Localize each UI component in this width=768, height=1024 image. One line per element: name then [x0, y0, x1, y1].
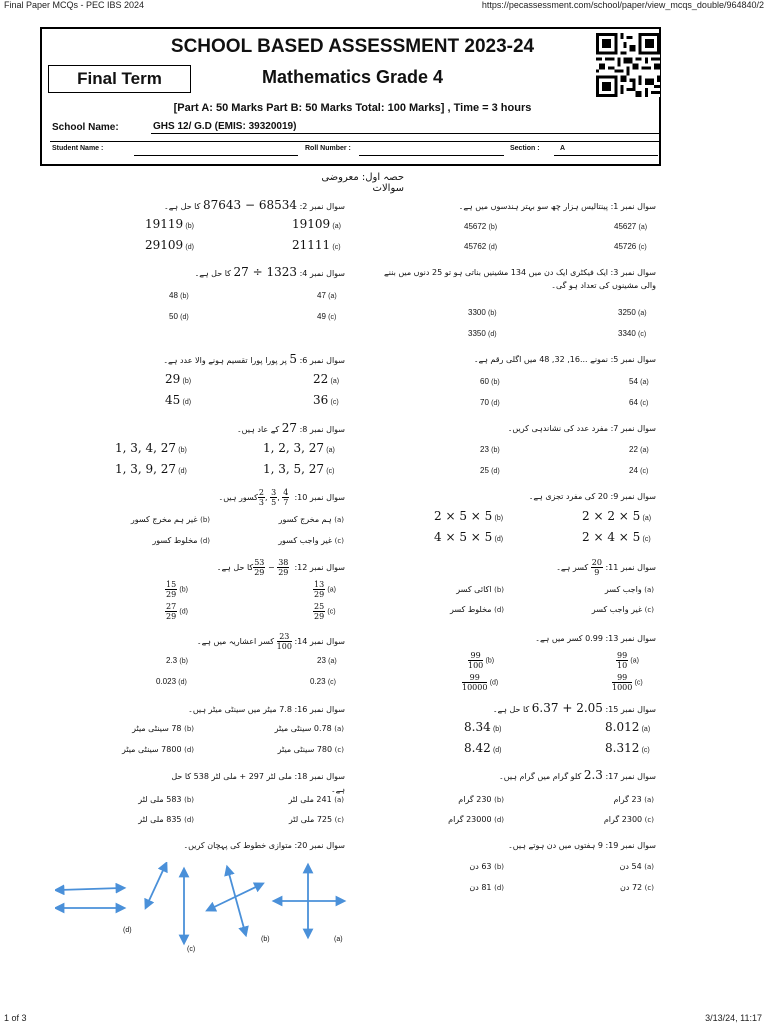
- q10-option-b[interactable]: (b) غیر ہم مخرج کسور: [130, 515, 210, 524]
- question-20: سوال نمبر 20: متوازی خطوط کی پہچان کریں۔: [183, 841, 345, 850]
- q2-option-b[interactable]: 19119 (b): [145, 217, 194, 231]
- student-name-label: Student Name :: [52, 145, 104, 152]
- q9-option-b[interactable]: 2 × 5 × 5 (b): [434, 509, 504, 523]
- q8-option-a[interactable]: 1, 2, 3, 27 (a): [263, 441, 335, 455]
- q5-option-c[interactable]: 64 (c): [629, 398, 649, 407]
- q15-option-c[interactable]: 8.312 (c): [605, 741, 650, 755]
- q7-option-a[interactable]: 22 (a): [629, 445, 649, 454]
- q19-option-b[interactable]: (b) 63 دن: [469, 862, 504, 871]
- q13-option-d[interactable]: $\frac{99}{10000}$ (d): [462, 673, 499, 692]
- print-header-url: https://pecassessment.com/school/paper/view_mcqs_double/964840/2: [481, 0, 764, 10]
- q3-option-c[interactable]: 3340 (c): [618, 329, 647, 338]
- q15-option-b[interactable]: 8.34 (b): [464, 720, 502, 734]
- question-1: سوال نمبر 1: پینتالیس ہزار چھ سو بہتر ہندسوں میں ہے۔: [458, 202, 656, 211]
- figure-label-a: (a): [334, 936, 343, 943]
- school-name-label: School Name:: [52, 122, 119, 133]
- q11-fraction: $\frac{20}{9}$: [591, 558, 602, 577]
- q6-option-a[interactable]: 22 (a): [313, 372, 340, 386]
- divider: [50, 141, 660, 142]
- marks-info: [Part A: 50 Marks Part B: 50 Marks Total: 100 Marks] , Time = 3 hours: [173, 102, 532, 114]
- question-18: سوال نمبر 18: ملی لٹر 297 + ملی لٹر 538 کا حل ہے۔: [171, 772, 345, 794]
- q14-fraction: $\frac{23}{100}$: [276, 632, 292, 651]
- question-3: سوال نمبر 3: ایک فیکٹری ایک دن میں 134 مشینیں بناتی ہو تو 25 دنوں میں بننے والی مشینوں کی تعداد ہو گی۔: [384, 268, 656, 290]
- q12-option-a[interactable]: $\frac{13}{29}$ (a): [314, 580, 336, 599]
- paper-header: [40, 27, 661, 166]
- q3-option-b[interactable]: 3300 (b): [468, 308, 497, 317]
- question-14: سوال نمبر 14: $\frac{23}{100}$ کسر اعشاریہ میں ہے۔: [196, 632, 345, 651]
- school-name-value: GHS 12/ G.D (EMIS: 39320019): [153, 121, 297, 132]
- q14-option-c[interactable]: 0.23 (c): [310, 677, 336, 686]
- q14-option-b[interactable]: 2.3 (b): [166, 656, 188, 665]
- question-8: سوال نمبر 8: 27 کے عاد ہیں۔: [236, 421, 345, 435]
- q19-option-a[interactable]: (a) 54 دن: [619, 862, 654, 871]
- q16-option-b[interactable]: (b) 78 سینٹی میٹر: [132, 724, 194, 733]
- q2-option-d[interactable]: 29109 (d): [145, 238, 194, 252]
- figure-a-perpendicular[interactable]: [277, 868, 341, 934]
- figure-b-intersecting[interactable]: [210, 870, 260, 932]
- question-15: سوال نمبر 15: 6.37 + 2.05 کا حل ہے۔: [492, 701, 656, 715]
- q5-option-d[interactable]: 70 (d): [480, 398, 500, 407]
- q10-option-c[interactable]: (c) غیر واجب کسور: [278, 536, 344, 545]
- student-name-field[interactable]: [134, 155, 298, 156]
- question-11: سوال نمبر 11: $\frac{20}{9}$ کسر ہے۔: [556, 558, 656, 577]
- q9-option-a[interactable]: 2 × 2 × 5 (a): [582, 509, 652, 523]
- q16-option-d[interactable]: (d) 7800 سینٹی میٹر: [121, 745, 194, 754]
- question-5: سوال نمبر 5: نمونے ...16, 32, 48 میں اگلی رقم ہے۔: [473, 355, 656, 364]
- q1-option-c[interactable]: 45726 (c): [614, 242, 647, 251]
- q1-option-b[interactable]: 45672 (b): [464, 222, 498, 231]
- section-value: A: [560, 145, 566, 152]
- q10-option-a[interactable]: (a) ہم مخرج کسور: [278, 515, 344, 524]
- q6-option-d[interactable]: 45 (d): [165, 393, 192, 407]
- roll-number-field[interactable]: [359, 155, 504, 156]
- q19-option-c[interactable]: (c) 72 دن: [619, 883, 654, 892]
- paper-title: SCHOOL BASED ASSESSMENT 2023-24: [170, 36, 535, 57]
- section-field[interactable]: [554, 155, 658, 156]
- q5-option-a[interactable]: 54 (a): [629, 377, 649, 386]
- q18-option-a[interactable]: (a) 241 ملی لٹر: [288, 795, 344, 804]
- question-4: سوال نمبر 4: 27 ÷ 1323 کا حل ہے۔: [194, 265, 345, 279]
- q6-option-b[interactable]: 29 (b): [165, 372, 192, 386]
- term-box: Final Term: [48, 65, 191, 93]
- q8-option-c[interactable]: 1, 3, 5, 27 (c): [263, 462, 335, 476]
- q13-option-a[interactable]: $\frac{99}{10}$ (a): [617, 651, 639, 670]
- print-footer-page: 1 of 3: [4, 1013, 27, 1023]
- q4-option-b[interactable]: 48 (b): [169, 291, 189, 300]
- figure-c-lines[interactable]: [147, 866, 184, 940]
- q16-option-c[interactable]: (c) 780 سینٹی میٹر: [277, 745, 344, 754]
- q14-option-d[interactable]: 0.023 (d): [156, 677, 187, 686]
- figure-label-d: (d): [123, 927, 132, 934]
- question-10: سوال نمبر 10: $\frac{2}{3}$ , $\frac{3}{5}$ , $\frac{4}{7}$ کسور ہیں۔: [218, 488, 345, 507]
- q1-option-d[interactable]: 45762 (d): [464, 242, 498, 251]
- question-19: سوال نمبر 19: 9 ہفتوں میں دن ہوتے ہیں۔: [508, 841, 656, 850]
- section-label: Section :: [510, 145, 540, 152]
- q2-option-a[interactable]: 19109 (a): [292, 217, 341, 231]
- q17-option-d[interactable]: (d) 23000 گرام: [448, 815, 504, 824]
- q17-option-c[interactable]: (c) 2300 گرام: [603, 815, 654, 824]
- q6-option-c[interactable]: 36 (c): [313, 393, 339, 407]
- q2-option-c[interactable]: 21111 (c): [292, 238, 341, 252]
- q13-option-c[interactable]: $\frac{99}{1000}$ (c): [612, 673, 643, 692]
- question-13: سوال نمبر 13: 0.99 کسر میں ہے۔: [535, 634, 656, 643]
- q16-option-a[interactable]: (a) 0.78 سینٹی میٹر: [274, 724, 344, 733]
- q3-option-a[interactable]: 3250 (a): [618, 308, 647, 317]
- figure-d-parallel[interactable]: [59, 888, 121, 908]
- q12-fraction-2: $\frac{38}{29}$: [278, 558, 289, 577]
- q7-option-c[interactable]: 24 (c): [629, 466, 649, 475]
- question-2: سوال نمبر 2: 87643 − 68534 کا حل ہے۔: [164, 198, 345, 212]
- q10-fraction-1: $\frac{2}{3}$: [258, 488, 264, 507]
- question-9: سوال نمبر 9: 20 کی مفرد تجزی ہے۔: [528, 492, 656, 501]
- figure-label-c: (c): [187, 946, 196, 953]
- question-17: سوال نمبر 17: 2.3 کلو گرام میں گرام ہیں۔: [499, 768, 656, 782]
- q4-option-a[interactable]: 47 (a): [317, 291, 337, 300]
- q4-option-c[interactable]: 49 (c): [317, 312, 337, 321]
- q12-option-c[interactable]: $\frac{25}{29}$ (c): [314, 602, 336, 621]
- print-footer-date: 3/13/24, 11:17: [705, 1013, 762, 1023]
- q11-option-b[interactable]: (b) اکائی کسر: [456, 585, 504, 594]
- q11-option-a[interactable]: (a) واجب کسر: [604, 585, 654, 594]
- question-12: سوال نمبر 12: $\frac{53}{29}$ − $\frac{38}{29}$ کا حل ہے۔: [216, 558, 345, 577]
- question-6: سوال نمبر 6: 5 پر پورا پورا تقسیم ہونے والا عدد ہے۔: [163, 352, 345, 366]
- q8-option-b[interactable]: 1, 3, 4, 27 (b): [115, 441, 187, 455]
- q5-option-b[interactable]: 60 (b): [480, 377, 500, 386]
- q13-option-b[interactable]: $\frac{99}{100}$ (b): [468, 651, 495, 670]
- q8-option-d[interactable]: 1, 3, 9, 27 (d): [115, 462, 187, 476]
- section-title: حصہ اول: معروضی سوالات: [321, 172, 404, 194]
- q7-option-b[interactable]: 23 (b): [480, 445, 500, 454]
- roll-number-label: Roll Number :: [305, 145, 351, 152]
- q4-option-d[interactable]: 50 (d): [169, 312, 189, 321]
- q7-option-d[interactable]: 25 (d): [480, 466, 500, 475]
- q9-option-d[interactable]: 4 × 5 × 5 (d): [434, 530, 504, 544]
- q11-option-d[interactable]: (d) مخلوط کسر: [450, 605, 504, 614]
- q17-option-a[interactable]: (a) 23 گرام: [613, 795, 654, 804]
- qr-code-icon: [596, 33, 660, 97]
- q18-option-b[interactable]: (b) 583 ملی لٹر: [138, 795, 194, 804]
- q18-option-c[interactable]: (c) 725 ملی لٹر: [288, 815, 344, 824]
- q19-option-d[interactable]: (d) 81 دن: [469, 883, 504, 892]
- q11-option-c[interactable]: (c) غیر واجب کسر: [591, 605, 654, 614]
- q10-fraction-3: $\frac{4}{7}$: [283, 488, 289, 507]
- q15-option-d[interactable]: 8.42 (d): [464, 741, 502, 755]
- q3-option-d[interactable]: 3350 (d): [468, 329, 497, 338]
- q9-option-c[interactable]: 2 × 4 × 5 (c): [582, 530, 651, 544]
- q12-fraction-1: $\frac{53}{29}$: [254, 558, 265, 577]
- print-header-title: Final Paper MCQs - PEC IBS 2024: [4, 0, 145, 10]
- question-7: سوال نمبر 7: مفرد عدد کی نشاندہی کریں۔: [507, 424, 656, 433]
- q14-option-a[interactable]: 23 (a): [317, 656, 337, 665]
- q12-option-d[interactable]: $\frac{27}{29}$ (d): [166, 602, 188, 621]
- figure-label-b: (b): [261, 936, 270, 943]
- subject-title: Mathematics Grade 4: [261, 67, 444, 87]
- question-16: سوال نمبر 16: 7.8 میٹر میں سینٹی میٹر ہیں۔: [188, 705, 345, 714]
- q20-figures: [55, 862, 355, 958]
- q10-fraction-2: $\frac{3}{5}$: [271, 488, 277, 507]
- q15-option-a[interactable]: 8.012 (a): [605, 720, 651, 734]
- q1-option-a[interactable]: 45627 (a): [614, 222, 648, 231]
- q17-option-b[interactable]: (b) 230 گرام: [458, 795, 504, 804]
- q10-option-d[interactable]: (d) مخلوط کسور: [152, 536, 210, 545]
- q18-option-d[interactable]: (d) 835 ملی لٹر: [138, 815, 194, 824]
- school-name-line: [151, 133, 659, 134]
- q12-option-b[interactable]: $\frac{15}{29}$ (b): [166, 580, 188, 599]
